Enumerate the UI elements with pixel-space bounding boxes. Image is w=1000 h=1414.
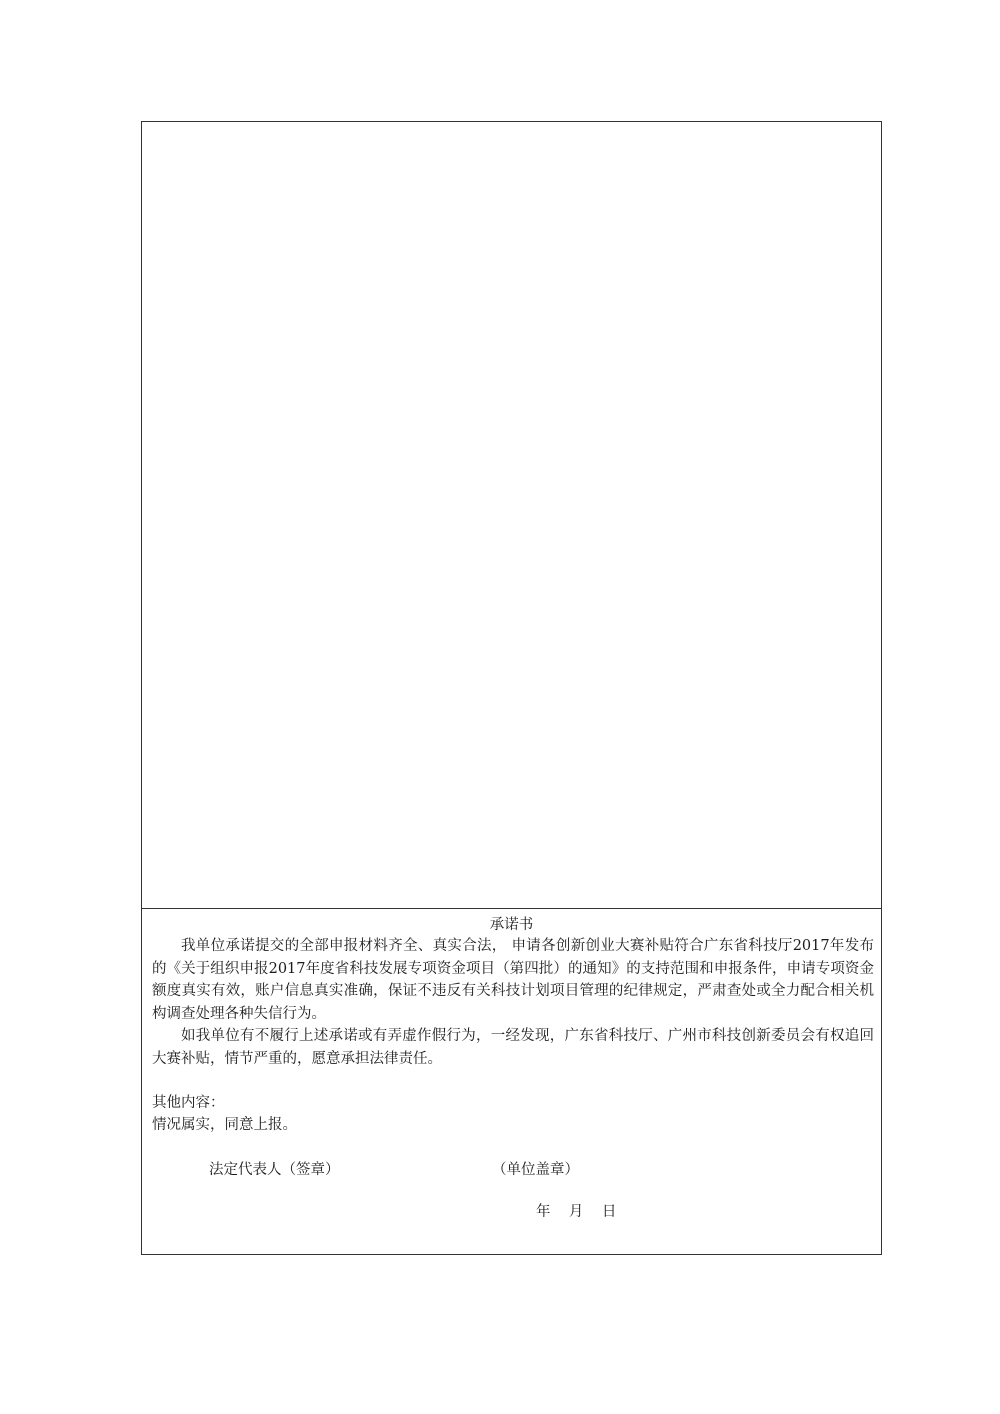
- legal-representative-signature: 法定代表人（签章）: [209, 1162, 340, 1178]
- form-table: [141, 121, 882, 1255]
- signature-date: 年 月 日: [536, 1204, 617, 1220]
- pledge-paragraph-1: 我单位承诺提交的全部申报材料齐全、真实合法， 申请各创新创业大赛补贴符合广东省科技厅2017年发布的《关于组织申报2017年度省科技发展专项资金项目（第四批）的通知》的支持范围和申报条件，申请专项资金额度真实有效，账户信息真实准确，保证不违反有关科技计划项目管理的纪律规定，严肃查处或全力配合相关机构调查处理各种失信行为。: [152, 938, 874, 1022]
- other-content-label: 其他内容：: [152, 1095, 225, 1111]
- pledge-body: [152, 935, 874, 1070]
- pledge-title: 承诺书: [489, 917, 534, 933]
- pledge-paragraph-2: 如我单位有不履行上述承诺或有弄虚作假行为，一经发现，广东省科技厅、广州市科技创新委员会有权追回大赛补贴，情节严重的，愿意承担法律责任。: [152, 1028, 874, 1067]
- unit-seal: （单位盖章）: [492, 1162, 579, 1178]
- other-content-text: 情况属实，同意上报。: [152, 1117, 297, 1133]
- blank-content-cell: [142, 122, 881, 909]
- pledge-cell: [142, 909, 881, 1255]
